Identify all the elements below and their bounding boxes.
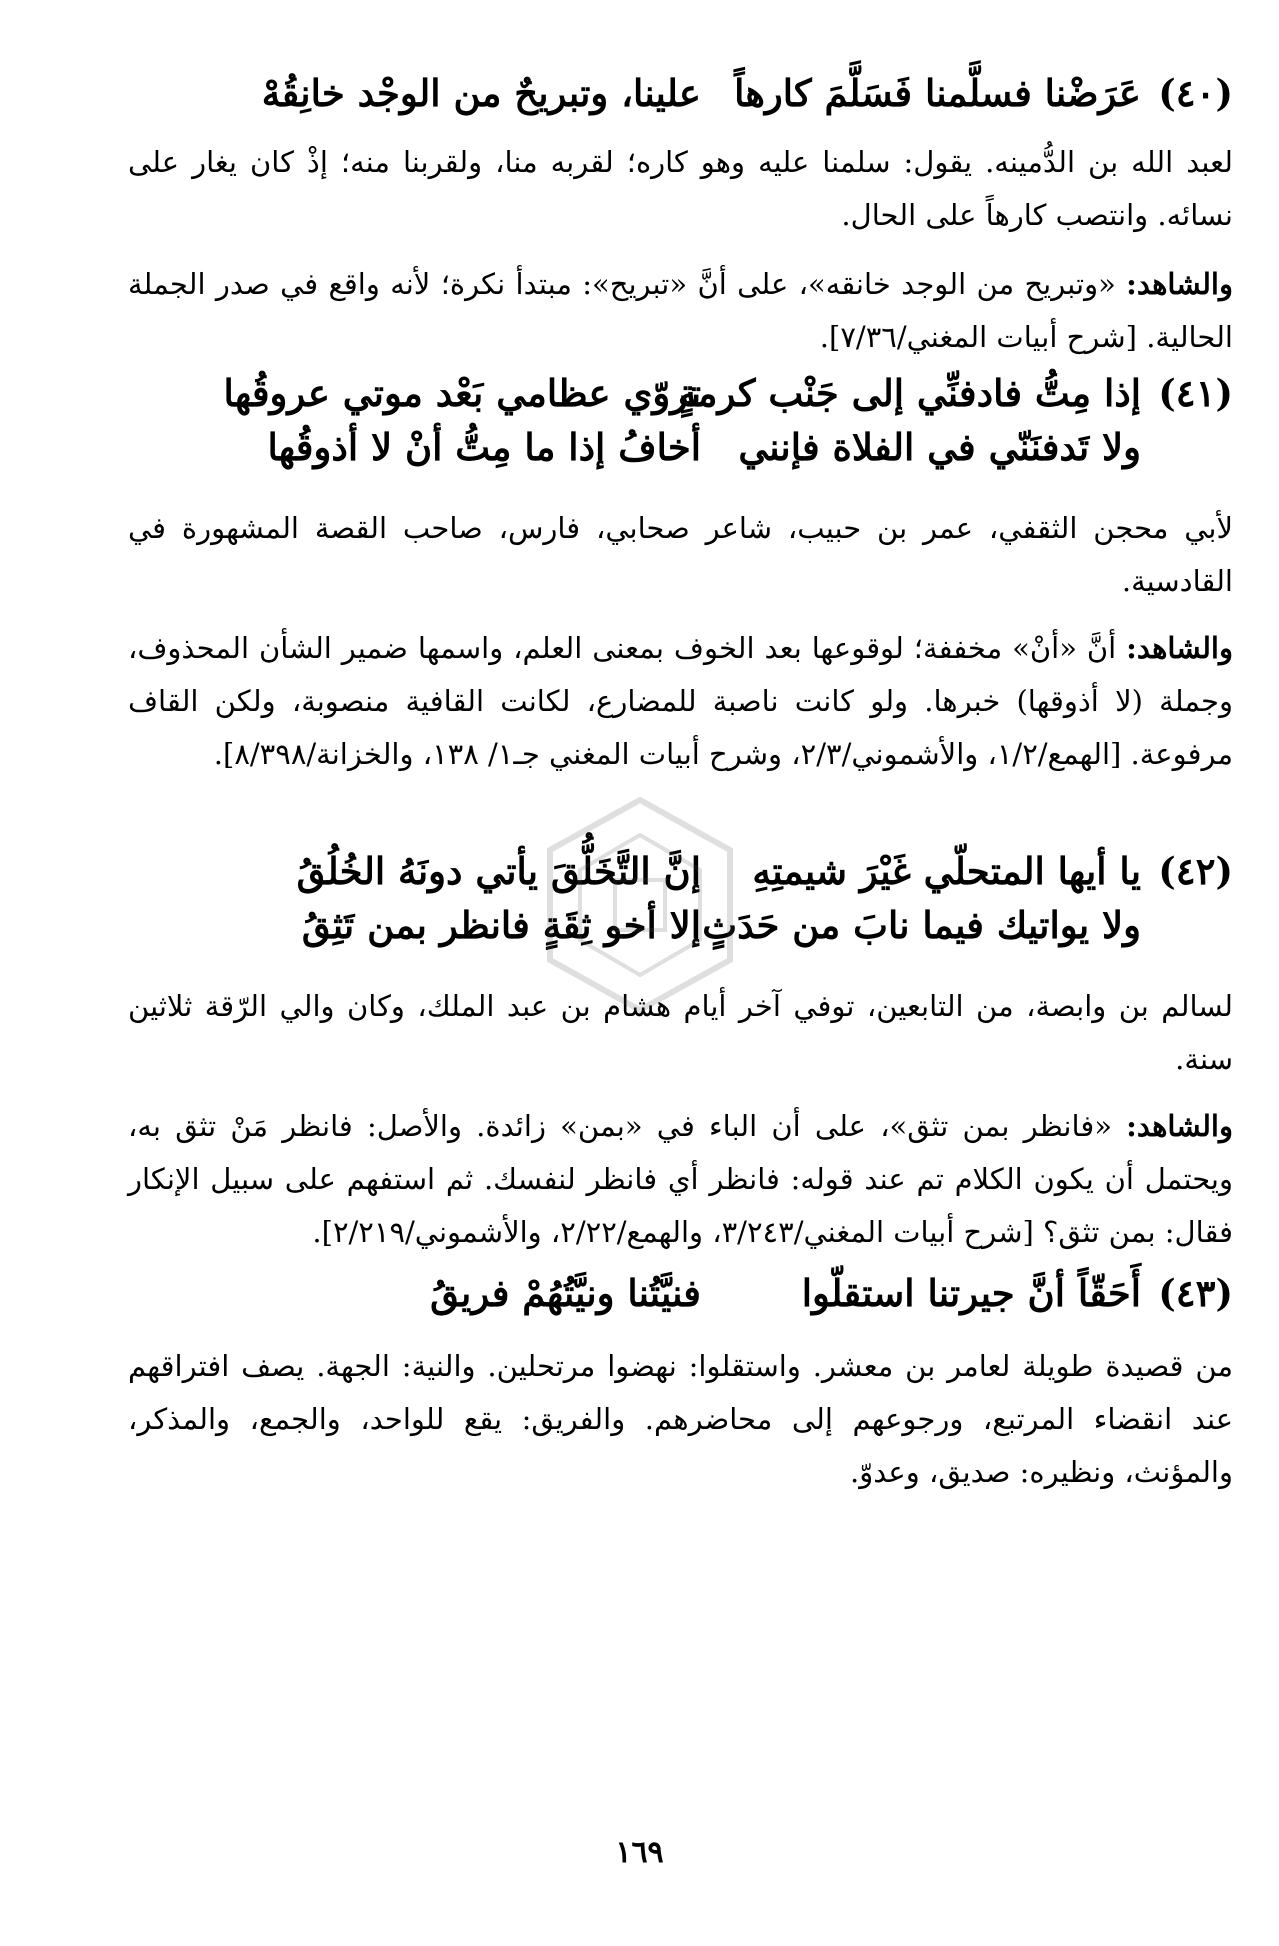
evidence-paragraph <box>128 1100 1233 1259</box>
paragraph-text: من قصيدة طويلة لعامر بن معشر. واستقلوا: نهضوا مرتحلين. والنية: الجهة. يصف افتراقهم عند انقضاء المرتبع، ورجوعهم إلى محاضرهم. والفريق: يقع للواحد، والجمع، والمذكر، والمؤنث، ونظيره: صديق، وعدوّ. <box>128 1349 1233 1489</box>
verse-line <box>128 1270 1233 1316</box>
hemistich-first: أَحَقّاً أنَّ جيرتنا استقلّوا <box>801 1271 1141 1315</box>
paragraph-text: لسالم بن وابصة، من التابعين، توفي آخر أيام هشام بن عبد الملك، وكان والي الرّقة ثلاثين سنة. <box>128 989 1233 1076</box>
hemistich-second: إلا أخو ثِقَةٍ فانظر بمن تَثِقُ <box>301 903 701 947</box>
commentary-paragraph <box>128 136 1233 242</box>
paragraph-text: أنَّ «أنْ» مخففة؛ لوقوعها بعد الخوف بمعنى العلم، واسمها ضمير الشأن المحذوف، وجملة (لا أذوقها) خبرها. ولو كانت ناصبة للمضارع، لكانت القافية منصوبة، ولكن القاف مرفوعة. [الهمع/١/٢، والأشموني/٢/٣، وشرح أبيات المغني جـ١/ ١٣٨، والخزانة/٨/٣٩٨]. <box>128 631 1233 771</box>
page-number: ١٦٩ <box>615 1835 664 1870</box>
verse-line <box>128 370 1233 416</box>
verse-number: (٤٣) <box>1158 1271 1233 1315</box>
hemistich-first: ولا تَدفنَنّي في الفلاة فإنني <box>738 425 1141 469</box>
paragraph-text: «فانظر بمن تثق»، على أن الباء في «بمن» زائدة. والأصل: فانظر مَنْ تثق به، ويحتمل أن يكون الكلام تم عند قوله: فانظر أي فانظر لنفسك. ثم استفهم على سبيل الإنكار فقال: بمن تثق؟ [شرح أبيات المغني/٣/٢٤٣، والهمع/٢/٢٢، والأشموني/٢/٢١٩]. <box>128 1109 1233 1249</box>
paragraph-text: «وتبريح من الوجد خانقه»، على أنَّ «تبريح»: مبتدأ نكرة؛ لأنه واقع في صدر الجملة الحالية. [شرح أبيات المغني/٧/٣٦]. <box>128 267 1233 354</box>
hemistich-second: فنيَّتُنا ونيَّتُهُمْ فريقُ <box>430 1271 701 1315</box>
evidence-paragraph <box>128 258 1233 364</box>
paragraph-lead: والشاهد: <box>1126 267 1233 301</box>
hemistich-first: ولا يواتيك فيما نابَ من حَدَثٍ <box>702 903 1141 947</box>
commentary-paragraph <box>128 502 1233 608</box>
verse-43 <box>128 1270 1233 1316</box>
verse-number: (٤٠) <box>1158 71 1233 115</box>
library-seal-watermark <box>530 790 750 1020</box>
verse-41 <box>128 370 1233 470</box>
verse-number: (٤٢) <box>1158 849 1233 893</box>
hemistich-first: عَرَضْنا فسلَّمنا فَسَلَّمَ كارهاً <box>734 71 1141 115</box>
evidence-paragraph <box>128 622 1233 781</box>
verse-number: (٤١) <box>1158 371 1233 415</box>
commentary-paragraph <box>128 1340 1233 1499</box>
hemistich-second: علينا، وتبريحٌ من الوجْد خانِقُهْ <box>261 71 701 115</box>
paragraph-text: لأبي محجن الثقفي، عمر بن حبيب، شاعر صحابي، فارس، صاحب القصة المشهورة في القادسية. <box>128 511 1233 598</box>
hemistich-second: إنَّ التَّخَلُّقَ يأتي دونَهُ الخُلُقُ <box>296 849 701 893</box>
hemistich-second: تروّي عظامي بَعْد موتي عروقُها <box>223 371 701 415</box>
verse-40 <box>128 70 1233 116</box>
verse-line <box>128 70 1233 116</box>
paragraph-lead: والشاهد: <box>1126 631 1233 665</box>
hemistich-second: أخافُ إذا ما مِتُّ أنْ لا أذوقُها <box>267 425 701 469</box>
hemistich-first: يا أيها المتحلّي غَيْرَ شيمتِهِ <box>752 849 1141 893</box>
hemistich-first: إذا مِتُّ فادفنِّي إلى جَنْب كرمةٍ <box>677 371 1141 415</box>
paragraph-text: لعبد الله بن الدُّمينه. يقول: سلمنا عليه وهو كاره؛ لقربه منا، ولقربنا منه؛ إذْ كان يغار على نسائه. وانتصب كارهاً على الحال. <box>128 145 1233 232</box>
verse-line <box>128 424 1233 470</box>
paragraph-lead: والشاهد: <box>1126 1109 1233 1143</box>
